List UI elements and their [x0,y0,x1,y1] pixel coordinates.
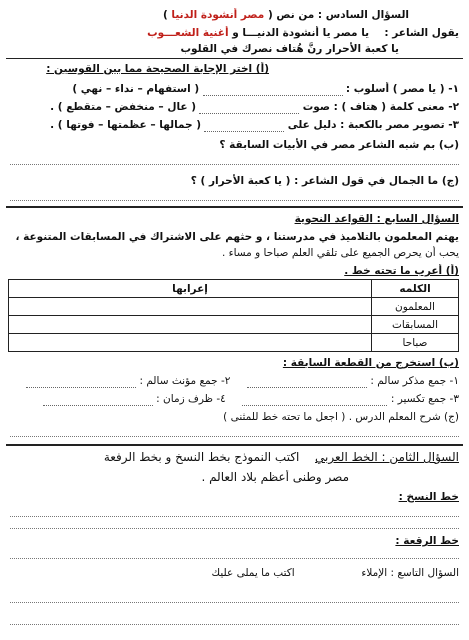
q6-section-a: (أ) اختر الإجابة الصحيحة مما بين القوسين : [46,63,269,75]
q8-title: السؤال الثامن : الخط العربي [315,450,459,464]
table-word: صباحا [372,334,459,352]
q7-paragraph-1: يهتم المعلمون بالتلاميذ في مدرستنا ، و حثهم على الاشتراك في المسابقات المتنوعة ، [15,231,459,243]
parsing-table [8,279,459,352]
answer-blank[interactable] [242,395,387,406]
answer-line[interactable] [10,164,459,165]
table-word: المسابقات [372,316,459,334]
q7-title: السؤال السابع : القواعد النحوية [294,213,459,225]
answer-blank[interactable] [26,377,136,388]
q8-header [8,450,459,464]
answer-blank[interactable] [203,85,343,96]
col-word-header: الكلمه [372,280,459,298]
q8-model-text: مصر وطنى أعظم بلاد العالم . [201,470,349,484]
answer-line[interactable] [10,516,459,517]
table-row [9,316,459,334]
q7-paragraph-2: يحب أن يحرص الجميع على تلقي العلم صباحا و مساء . [221,247,459,259]
q9-title: السؤال التاسع : الإملاء [361,567,459,579]
table-header-row [9,280,459,298]
q6-item-2: ٢- معنى كلمة ( هتاف ) : صوت ( عال – منخفض – متقطع ) . [50,101,459,113]
answer-blank[interactable] [199,103,299,114]
divider [6,58,463,59]
poem-title: مصر أنشودة الدنيا [167,9,268,21]
answer-line[interactable] [10,200,459,201]
answer-blank[interactable] [43,395,153,406]
answer-line[interactable] [10,436,459,437]
q9-instruction: اكتب ما يملى عليك [211,567,295,579]
table-word: المعلمون [372,298,459,316]
answer-line[interactable] [10,602,459,603]
divider [6,206,463,208]
verse-highlight: أغنية الشعـــوب [147,27,233,39]
answer-line[interactable] [10,624,459,625]
q7-section-b: (ب) استخرج من القطعة السابقة : [282,357,459,369]
q7-section-a: (أ) أعرب ما تحته خط . [344,265,459,277]
answer-line[interactable] [10,558,459,559]
q6-section-b: (ب) بم شبه الشاعر مصر في الأبيات السابقة ؟ [219,139,459,151]
verse-2: يا كعبة الأحرار رنَّ هُتاف نصرك في القلوب [180,43,399,55]
verse-1: يقول الشاعر : يا مصر يا أنشودة الدنيـــا و أغنية الشعـــوب [147,27,459,39]
table-row [9,298,459,316]
answer-blank[interactable] [204,121,284,132]
naskh-label: خط النسخ : [398,491,459,503]
q7-row-1: ١- جمع مذكر سالم : ٢- جمع مؤنث سالم : [8,374,459,388]
q6-item-3: ٣- تصوير مصر بالكعبة : دليل على ( جمالها – عظمتها – فوتها ) . [50,119,459,131]
q8-instruction: اكتب النموذج بخط النسخ و بخط الرفعة [103,450,300,464]
col-parse-header: إعرابها [9,280,372,298]
table-row [9,334,459,352]
q7-section-c: (ج) شرح المعلم الدرس . ( اجعل ما تحته خط للمثنى ) [223,411,459,423]
ruqaa-label: خط الرقعة : [395,535,459,547]
answer-blank[interactable] [247,377,367,388]
q6-title: السؤال السادس : من نص ( مصر أنشودة الدنيا ) [162,9,409,21]
q9-header [8,566,459,580]
table-answer-cell[interactable] [9,298,372,316]
q7-row-2: ٣- جمع تكسير : ٤- ظرف زمان : [8,392,459,406]
table-answer-cell[interactable] [9,334,372,352]
table-answer-cell[interactable] [9,316,372,334]
answer-line[interactable] [10,528,459,529]
divider [6,444,463,446]
q6-item-1: ١- ( يا مصر ) أسلوب : ( استفهام – نداء – نهي ) [72,83,459,95]
q6-section-c: (ج) ما الجمال في قول الشاعر : ( يا كعبة الأحرار ) ؟ [190,175,459,187]
